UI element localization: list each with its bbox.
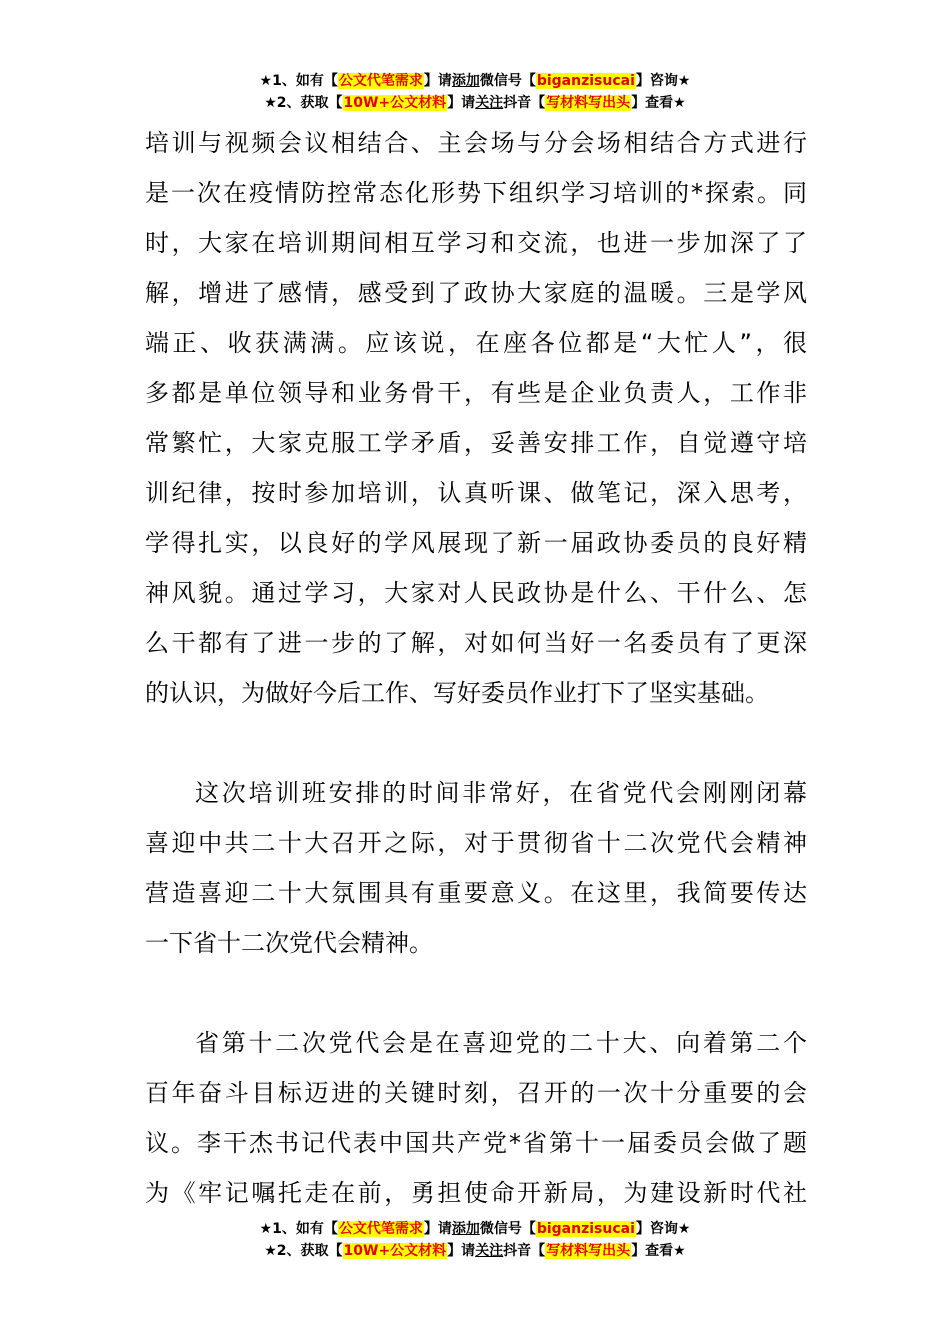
text-line: 解，增进了感情，感受到了政协大家庭的温暖。三是学风 <box>145 279 807 307</box>
paragraph-gap <box>145 718 807 768</box>
paragraph-gap <box>145 968 807 1018</box>
banner-text: 】请 <box>423 73 452 89</box>
text-line: 省第十二次党代会是在喜迎党的二十大、向着第二个 <box>195 1029 807 1057</box>
text-line: 培训与视频会议相结合、主会场与分会场相结合方式进行 <box>145 129 807 157</box>
text-line: 百年奋斗目标迈进的关键时刻，召开的一次十分重要的会 <box>145 1079 807 1107</box>
banner-text: ★1、如有【 <box>259 1221 338 1237</box>
banner-text: 】咨询★ <box>635 73 691 89</box>
banner-line-2 <box>0 92 950 114</box>
banner-text: 抖音【 <box>503 1243 546 1259</box>
banner-underlined-text: 添加 <box>451 1221 480 1237</box>
banner-text: 】请 <box>447 1243 476 1259</box>
banner-underlined-text: 关注 <box>475 1243 504 1259</box>
text-line: 时，大家在培训期间相互学习和交流，也进一步加深了了 <box>145 229 807 257</box>
banner-text: 】咨询★ <box>635 1221 691 1237</box>
banner-highlight: 公文代笔需求 <box>338 73 423 89</box>
banner-highlight-wechat-id: biganzisucai <box>536 1221 635 1237</box>
banner-text: ★1、如有【 <box>259 73 338 89</box>
text-line: 的认识，为做好今后工作、写好委员作业打下了坚实基础。 <box>145 679 769 707</box>
text-line: 学得扎实，以良好的学风展现了新一届政协委员的良好精 <box>145 529 807 557</box>
banner-highlight: 公文代笔需求 <box>338 1221 423 1237</box>
banner-line-1 <box>0 70 950 92</box>
banner-text: 】查看★ <box>631 1243 686 1259</box>
banner-text: 】请 <box>423 1221 452 1237</box>
text-line: 神风貌。通过学习，大家对人民政协是什么、干什么、怎 <box>145 579 807 607</box>
banner-text: 】查看★ <box>631 95 686 111</box>
text-line: 议。李干杰书记代表中国共产党*省第十一届委员会做了题 <box>145 1129 807 1157</box>
text-line: 是一次在疫情防控常态化形势下组织学习培训的*探索。同 <box>145 179 807 207</box>
text-line: 一下省十二次党代会精神。 <box>145 929 433 957</box>
banner-text: 微信号【 <box>479 73 536 89</box>
text-line: 喜迎中共二十大召开之际，对于贯彻省十二次党代会精神 <box>145 829 807 857</box>
text-line: 这次培训班安排的时间非常好，在省党代会刚刚闭幕 <box>195 779 807 807</box>
banner-text: 】请 <box>447 95 476 111</box>
banner-highlight: 10W+公文材料 <box>343 95 447 111</box>
header-banner <box>0 70 950 114</box>
text-line: 训纪律，按时参加培训，认真听课、做笔记，深入思考， <box>145 479 807 507</box>
paragraph-1 <box>145 118 807 718</box>
text-line: 端正、收获满满。应该说，在座各位都是“大忙人”，很 <box>145 329 807 357</box>
banner-highlight-douyin: 写材料写出头 <box>546 95 631 111</box>
banner-line-2 <box>0 1240 950 1262</box>
banner-text: ★2、获取【 <box>264 95 343 111</box>
banner-text: 微信号【 <box>479 1221 536 1237</box>
footer-banner <box>0 1218 950 1262</box>
text-line: 多都是单位领导和业务骨干，有些是企业负责人，工作非 <box>145 379 807 407</box>
text-line: 么干都有了进一步的了解，对如何当好一名委员有了更深 <box>145 629 807 657</box>
text-line: 为《牢记嘱托走在前，勇担使命开新局，为建设新时代社 <box>145 1179 807 1207</box>
document-body <box>145 118 807 1218</box>
banner-highlight-douyin: 写材料写出头 <box>546 1243 631 1259</box>
banner-line-1 <box>0 1218 950 1240</box>
banner-underlined-text: 添加 <box>451 73 480 89</box>
banner-underlined-text: 关注 <box>475 95 504 111</box>
text-line: 常繁忙，大家克服工学矛盾，妥善安排工作，自觉遵守培 <box>145 429 807 457</box>
paragraph-2 <box>145 768 807 968</box>
banner-text: 抖音【 <box>503 95 546 111</box>
paragraph-3 <box>145 1018 807 1218</box>
banner-highlight: 10W+公文材料 <box>343 1243 447 1259</box>
banner-highlight-wechat-id: biganzisucai <box>536 73 635 89</box>
text-line: 营造喜迎二十大氛围具有重要意义。在这里，我简要传达 <box>145 879 807 907</box>
banner-text: ★2、获取【 <box>264 1243 343 1259</box>
